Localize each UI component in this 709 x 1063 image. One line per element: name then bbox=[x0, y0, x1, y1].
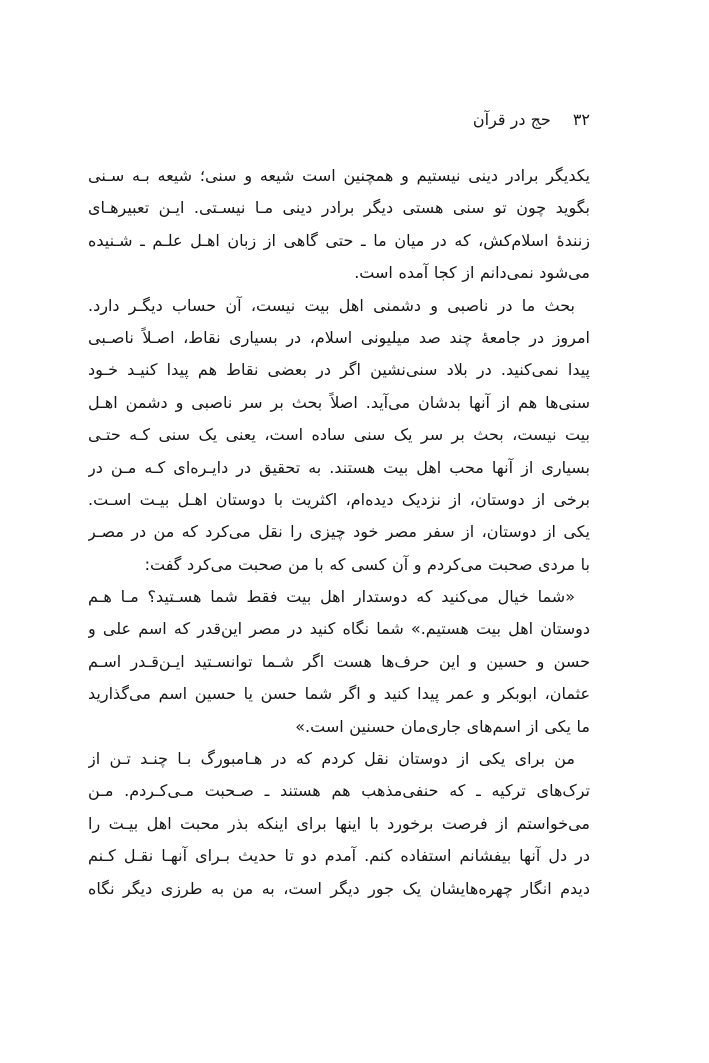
text-line: دوستان اهل بیت هستیم.» شما نگاه کنید در مصر این‌قدر که اسم علی و bbox=[88, 619, 590, 639]
text-line: در دل آنها بیفشانم استفاده کنم. آمدم دو تا حدیث بـرای آنهـا نقـل کـنم bbox=[88, 846, 590, 866]
text-line: می‌خواستم از فرصت برخورد با اینها برای اینکه بذر محبت اهل بیـت را bbox=[88, 813, 590, 833]
text-line: سنی‌ها هم از آنها بدشان می‌آید. اصلاً بحث بر سر ناصبی و دشمن اهـل bbox=[88, 392, 590, 412]
text-line: زنندهٔ اسلام‌کش، که در میان ما ـ حتی گاهی از زبان اهـل علـم ـ شـنیده bbox=[88, 230, 590, 250]
text-line: برخی از دوستان، از نزدیک دیده‌ام، اکثریت با دوستان اهـل بیـت اسـت. bbox=[88, 489, 590, 509]
text-line: حسن و حسین و این حرف‌ها هست اگر شـما توانسـتید ایـن‌قـدر اسـم bbox=[88, 651, 590, 671]
text-line: بگوید چون تو سنی هستی دیگر برادر دینی مـا نیسـتی. ایـن تعبیرهـای bbox=[88, 198, 590, 218]
text-line: من برای یکی از دوستان نقل کردم که در هـامبورگ بـا چنـد تـن از bbox=[88, 749, 575, 769]
book-title: حج در قرآن bbox=[472, 110, 551, 129]
text-line: ما یکی از اسم‌های جاری‌مان حسنین است.» bbox=[295, 716, 590, 736]
text-line: با مردی صحبت می‌کردم و آن کسی که با من صحبت می‌کرد گفت: bbox=[144, 554, 590, 574]
text-line: یکی از دوستان، از سفر مصر خود چیزی را نقل می‌کرد که من در مصـر bbox=[88, 522, 590, 542]
text-line: عثمان، ابوبکر و عمر پیدا کنید و اگر شما حسن یا حسین اسم می‌گذارید bbox=[88, 684, 590, 704]
text-line: بیت نیست، بحث بر سر یک سنی ساده است، یعنی یک سنی کـه حتـی bbox=[88, 425, 590, 445]
text-line: «شما خیال می‌کنید که دوستدار اهل بیت فقط شما هسـتید؟ مـا هـم bbox=[88, 587, 575, 607]
text-line: می‌شود نمی‌دانم از کجا آمده است. bbox=[354, 263, 590, 283]
text-column bbox=[88, 160, 590, 905]
page-number: ۳۲ bbox=[572, 110, 590, 129]
running-head bbox=[88, 104, 590, 136]
text-line: دیدم انگار چهره‌هایشان یک جور دیگر است، به من به طرزی دیگر نگاه bbox=[88, 878, 590, 898]
text-line: امروز در جامعهٔ چند صد میلیونی اسلام، در بسیاری نقاط، اصـلاً ناصـبی bbox=[88, 327, 590, 347]
text-line: بسیاری از آنها محب اهل بیت هستند. به تحقیق در دایـره‌ای کـه مـن در bbox=[88, 457, 590, 477]
text-line: بحث ما در ناصبی و دشمنی اهل بیت نیست، آن حساب دیگـر دارد. bbox=[88, 295, 575, 315]
header-gap bbox=[551, 124, 573, 125]
text-line: پیدا نمی‌کنید. در بلاد سنی‌نشین اگر در بعضی نقاط هم پیدا کنیـد خـود bbox=[88, 360, 590, 380]
text-line: یکدیگر برادر دینی نیستیم و همچنین است شیعه و سنی؛ شیعه بـه سـنی bbox=[88, 166, 590, 185]
text-line: ترک‌های ترکیه ـ که حنفی‌مذهب هم هستند ـ صـحبت مـی‌کـردم. مـن bbox=[88, 781, 590, 801]
